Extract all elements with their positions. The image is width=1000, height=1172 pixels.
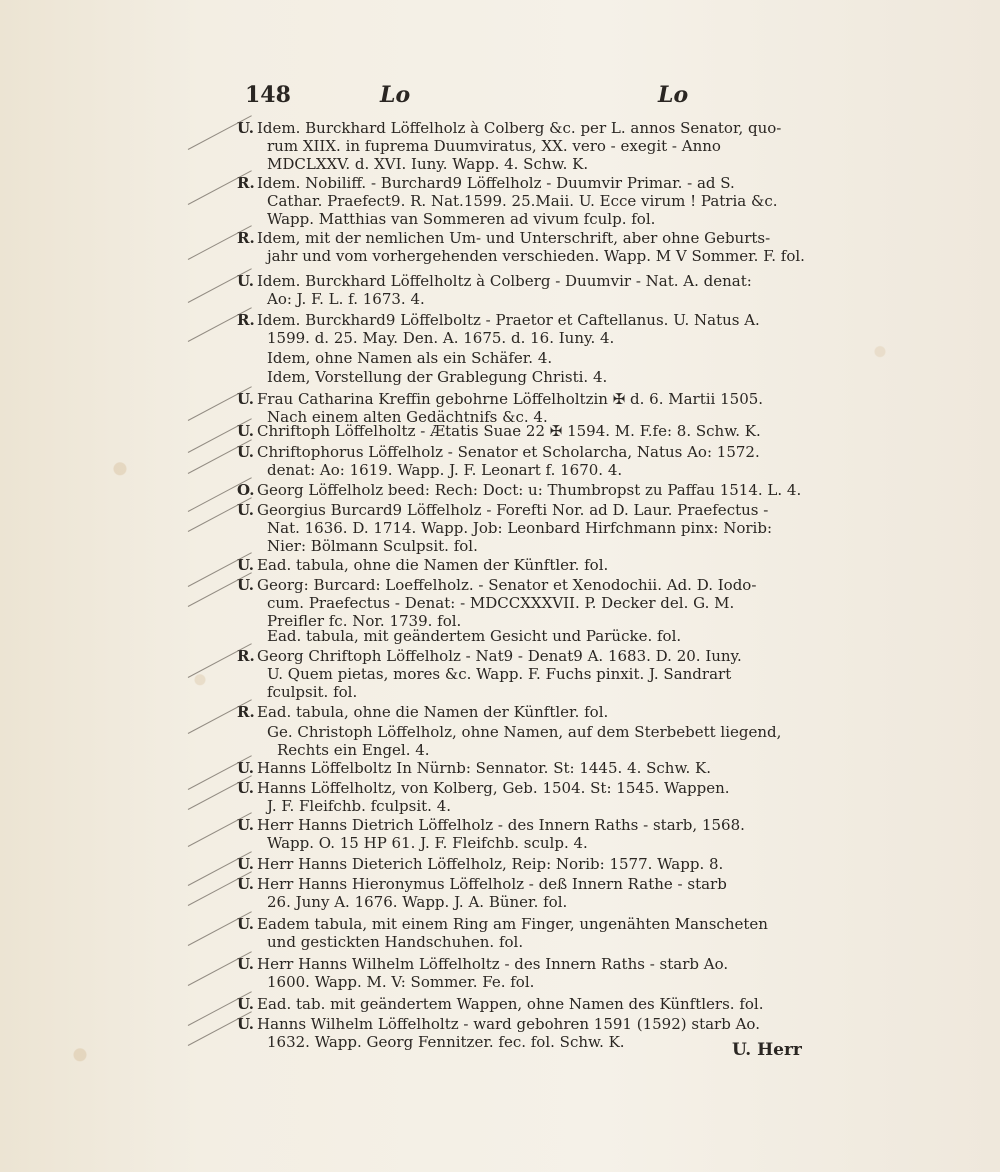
catalogue-entry xyxy=(237,443,810,479)
catalogue-entry xyxy=(237,311,810,347)
entry-line: Chriftophorus Löffelholz - Senator et Scholarcha, Natus Ao: 1572. xyxy=(257,443,760,461)
entry-line: 26. Juny A. 1676. Wapp. J. A. Büner. fol. xyxy=(267,893,568,911)
entry-line: jahr und vom vorhergehenden verschieden. Wapp. M V Sommer. F. fol. xyxy=(267,247,805,265)
running-head-left: Lo xyxy=(380,82,411,108)
catalogue-entry xyxy=(237,481,810,499)
entry-line: Idem. Burckhard9 Löffelboltz - Praetor et Caftellanus. U. Natus A. xyxy=(257,311,760,329)
entry-line: Eadem tabula, mit einem Ring am Finger, ungenähten Manscheten xyxy=(257,915,768,933)
collection-marker: U. xyxy=(237,576,254,594)
page-header xyxy=(245,82,805,118)
catalogue-entry xyxy=(237,995,810,1013)
entry-line: Chriftoph Löffelholtz - Ætatis Suae 22 ✠ 1594. M. F.fe: 8. Schw. K. xyxy=(257,422,761,440)
catalogue-entry xyxy=(237,779,810,815)
catalogue-entry xyxy=(237,915,810,951)
collection-marker: R. xyxy=(237,174,255,192)
catchword: U. Herr xyxy=(732,1040,802,1060)
catalogue-entry xyxy=(237,703,810,721)
collection-marker: U. xyxy=(237,501,254,519)
entry-line: Idem. Burckhard Löffelholtz à Colberg - Duumvir - Nat. A. denat: xyxy=(257,272,752,290)
entry-line: Wapp. O. 15 HP 61. J. F. Fleifchb. sculp. 4. xyxy=(267,834,588,852)
collection-marker: U. xyxy=(237,422,254,440)
collection-marker: U. xyxy=(237,955,254,973)
entry-line: Idem. Nobiliff. - Burchard9 Löffelholz - Duumvir Primar. - ad S. xyxy=(257,174,735,192)
entry-line: Georg Löffelholz beed: Rech: Doct: u: Thumbropst zu Paffau 1514. L. 4. xyxy=(257,481,802,499)
entry-line: Ead. tabula, ohne die Namen der Künftler. fol. xyxy=(257,703,609,721)
catalogue-entry xyxy=(237,1015,810,1051)
entry-line: 1632. Wapp. Georg Fennitzer. fec. fol. Schw. K. xyxy=(267,1033,625,1051)
entry-line: MDCLXXV. d. XVI. Iuny. Wapp. 4. Schw. K. xyxy=(267,155,589,173)
entry-line: U. Quem pietas, mores &c. Wapp. F. Fuchs pinxit. J. Sandrart xyxy=(267,665,732,683)
collection-marker: U. xyxy=(237,816,254,834)
entry-line: Idem, Vorstellung der Grablegung Christi. 4. xyxy=(267,368,608,386)
catalogue-entry xyxy=(237,875,810,911)
entry-line: Ead. tabula, ohne die Namen der Künftler. fol. xyxy=(257,556,609,574)
collection-marker: U. xyxy=(237,119,254,137)
catalogue-entry xyxy=(265,368,820,386)
catalogue-entry xyxy=(237,272,810,308)
entry-line: Ge. Christoph Löffelholz, ohne Namen, auf dem Sterbebett liegend, xyxy=(267,723,782,741)
collection-marker: R. xyxy=(237,647,255,665)
page-number: 148 xyxy=(245,82,291,108)
entry-line: Georg Chriftoph Löffelholz - Nat9 - Denat9 A. 1683. D. 20. Iuny. xyxy=(257,647,742,665)
collection-marker: U. xyxy=(237,1015,254,1033)
entry-line: Hanns Wilhelm Löffelholtz - ward gebohren 1591 (1592) starb Ao. xyxy=(257,1015,760,1033)
catalogue-entry xyxy=(237,174,810,228)
entry-line: rum XIIX. in fuprema Duumviratus, XX. vero - exegit - Anno xyxy=(267,137,721,155)
entry-line: Herr Hanns Dietrich Löffelholz - des Innern Raths - starb, 1568. xyxy=(257,816,745,834)
entry-line: Nat. 1636. D. 1714. Wapp. Job: Leonbard Hirfchmann pinx: Norib: xyxy=(267,519,772,537)
entry-line: Idem, ohne Namen als ein Schäfer. 4. xyxy=(267,349,553,367)
entry-line: Herr Hanns Hieronymus Löffelholz - deß Innern Rathe - starb xyxy=(257,875,727,893)
collection-marker: U. xyxy=(237,779,254,797)
collection-marker: U. xyxy=(237,995,254,1013)
collection-marker: O. xyxy=(237,481,255,499)
entry-line: Georg: Burcard: Loeffelholz. - Senator et Xenodochii. Ad. D. Iodo- xyxy=(257,576,757,594)
catalogue-entry xyxy=(237,119,810,173)
collection-marker: U. xyxy=(237,556,254,574)
catalogue-entry xyxy=(237,647,810,701)
collection-marker: R. xyxy=(237,229,255,247)
catalogue-entry xyxy=(237,229,810,265)
collection-marker: R. xyxy=(237,311,255,329)
collection-marker: U. xyxy=(237,390,254,408)
entry-line: fculpsit. fol. xyxy=(267,683,358,701)
entry-line: 1599. d. 25. May. Den. A. 1675. d. 16. Iuny. 4. xyxy=(267,329,615,347)
entry-line: Herr Hanns Wilhelm Löffelholtz - des Innern Raths - starb Ao. xyxy=(257,955,729,973)
catalogue-entry xyxy=(237,759,810,777)
catalogue-entry xyxy=(265,723,820,759)
entry-line: Idem, mit der nemlichen Um- und Unterschrift, aber ohne Geburts- xyxy=(257,229,771,247)
running-head-right: Lo xyxy=(658,82,689,108)
entry-line: J. F. Fleifchb. fculpsit. 4. xyxy=(267,797,452,815)
collection-marker: R. xyxy=(237,703,255,721)
entry-line: denat: Ao: 1619. Wapp. J. F. Leonart f. 1670. 4. xyxy=(267,461,623,479)
catalogue-entry xyxy=(237,556,810,574)
entry-line: Nier: Bölmann Sculpsit. fol. xyxy=(267,537,478,555)
entry-line: Ead. tabula, mit geändertem Gesicht und Parücke. fol. xyxy=(267,627,682,645)
catalogue-entry xyxy=(237,390,810,426)
entry-line: Ao: J. F. L. f. 1673. 4. xyxy=(267,290,425,308)
collection-marker: U. xyxy=(237,875,254,893)
entry-line: Cathar. Praefect9. R. Nat.1599. 25.Maii. U. Ecce virum ! Patria &c. xyxy=(267,192,778,210)
collection-marker: U. xyxy=(237,915,254,933)
entry-line: Rechts ein Engel. 4. xyxy=(277,741,430,759)
collection-marker: U. xyxy=(237,855,254,873)
entry-line: Idem. Burckhard Löffelholz à Colberg &c. per L. annos Senator, quo- xyxy=(257,119,782,137)
entry-line: Wapp. Matthias van Sommeren ad vivum fculp. fol. xyxy=(267,210,656,228)
entry-line: cum. Praefectus - Denat: - MDCCXXXVII. P. Decker del. G. M. xyxy=(267,594,735,612)
collection-marker: U. xyxy=(237,272,254,290)
entry-line: Frau Catharina Kreffin gebohrne Löffelholtzin ✠ d. 6. Martii 1505. xyxy=(257,390,764,408)
entry-line: Preifler fc. Nor. 1739. fol. xyxy=(267,612,462,630)
catalogue-entry xyxy=(237,816,810,852)
entry-line: Ead. tab. mit geändertem Wappen, ohne Namen des Künftlers. fol. xyxy=(257,995,764,1013)
catalogue-entry xyxy=(237,855,810,873)
entry-line: 1600. Wapp. M. V: Sommer. Fe. fol. xyxy=(267,973,535,991)
entry-line: Herr Hanns Dieterich Löffelholz, Reip: Norib: 1577. Wapp. 8. xyxy=(257,855,724,873)
catalogue-entry xyxy=(265,627,820,645)
catalogue-entry xyxy=(265,349,820,367)
entry-line: Nach einem alten Gedächtnifs &c. 4. xyxy=(267,408,548,426)
catalogue-entry xyxy=(237,576,810,630)
catalogue-entry xyxy=(237,501,810,555)
entry-line: und gestickten Handschuhen. fol. xyxy=(267,933,524,951)
entry-line: Georgius Burcard9 Löffelholz - Forefti Nor. ad D. Laur. Praefectus - xyxy=(257,501,769,519)
collection-marker: U. xyxy=(237,759,254,777)
catalogue-entry xyxy=(237,955,810,991)
entry-line: Hanns Löffelholtz, von Kolberg, Geb. 1504. St: 1545. Wappen. xyxy=(257,779,730,797)
catalogue-entry xyxy=(237,422,810,440)
collection-marker: U. xyxy=(237,443,254,461)
entry-line: Hanns Löffelboltz In Nürnb: Sennator. St: 1445. 4. Schw. K. xyxy=(257,759,712,777)
